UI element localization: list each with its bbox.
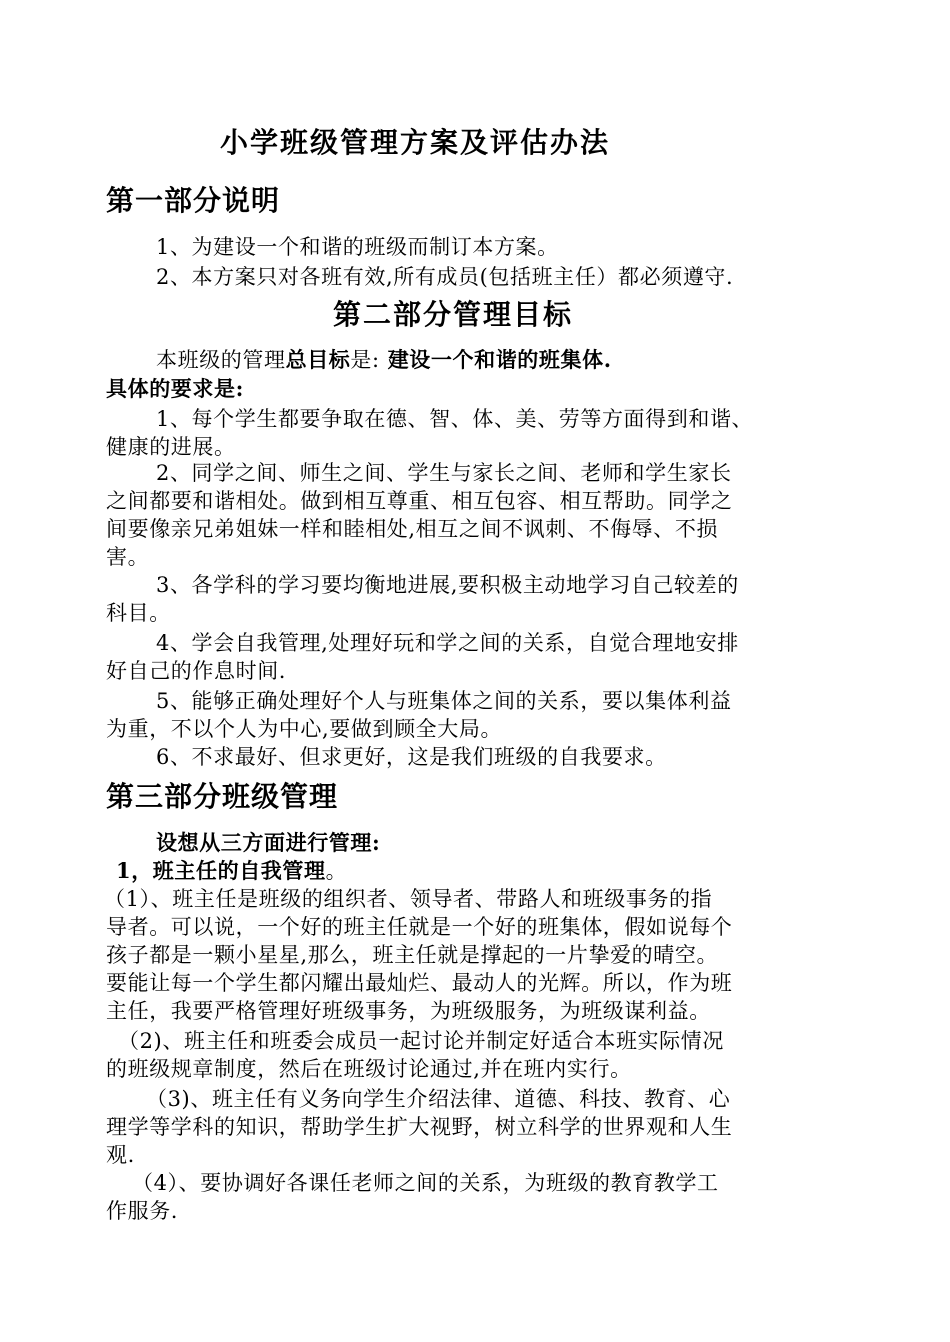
- paragraph-line: 孩子都是一颗小星星,那么，班主任就是撑起的一片挚爱的晴空。: [106, 943, 719, 967]
- part1-heading: 第一部分说明: [106, 184, 281, 217]
- paragraph-line: 导者。可以说，一个好的班主任就是一个好的班集体，假如说每个: [106, 915, 733, 939]
- paragraph-line: 理学等学科的知识，帮助学生扩大视野，树立科学的世界观和人生: [106, 1115, 733, 1139]
- goal-text: 建设一个和谐的班集体.: [387, 347, 612, 372]
- paragraph-line: （2)、班主任和班委会成员一起讨论并制定好适合本班实际情况: [118, 1029, 724, 1053]
- paragraph-line: 间要像亲兄弟姐妹一样和睦相处,相互之间不讽刺、不侮辱、不损: [106, 517, 719, 541]
- paragraph-line: 1、每个学生都要争取在德、智、体、美、劳等方面得到和谐、: [156, 407, 754, 431]
- paragraph-line: （1）、班主任是班级的组织者、领导者、带路人和班级事务的指: [104, 887, 713, 911]
- goal-label: 总目标: [285, 347, 351, 372]
- paragraph-line: 健康的进展。: [106, 435, 236, 459]
- paragraph-line: （3)、班主任有义务向学生介绍法律、道德、科技、教育、心: [146, 1087, 731, 1111]
- goal-prefix: 本班级的管理: [156, 348, 286, 372]
- goal-mid: 是:: [350, 348, 380, 372]
- subheading-1: 1，班主任的自我管理: [116, 858, 326, 883]
- paragraph-line: 好自己的作息时间.: [106, 659, 287, 683]
- document-title: 小学班级管理方案及评估办法: [220, 126, 611, 159]
- paragraph-line: 1、为建设一个和谐的班级而制订本方案。: [156, 235, 559, 259]
- paragraph-line: 2、同学之间、师生之间、学生与家长之间、老师和学生家长: [156, 461, 732, 485]
- goal-line: [156, 345, 612, 375]
- paragraph-line: 为重，不以个人为中心,要做到顾全大局。: [106, 717, 503, 741]
- part2-heading: 第二部分管理目标: [333, 298, 574, 331]
- part3-heading: 第三部分班级管理: [106, 780, 339, 813]
- part3-intro: 设想从三方面进行管理:: [156, 830, 381, 855]
- paragraph-line: 主任，我要严格管理好班级事务，为班级服务，为班级谋利益。: [106, 999, 711, 1023]
- paragraph-line: 6、不求最好、但求更好，这是我们班级的自我要求。: [156, 745, 667, 769]
- paragraph-line: 2、本方案只对各班有效,所有成员(包括班主任）都必须遵守.: [156, 265, 734, 289]
- subheading-1-end: 。: [325, 859, 348, 883]
- subheading-line: [116, 856, 347, 886]
- paragraph-line: （4）、要协调好各课任老师之间的关系，为班级的教育教学工: [132, 1171, 719, 1195]
- paragraph-line: 要能让每一个学生都闪耀出最灿烂、最动人的光辉。所以，作为班: [106, 971, 733, 995]
- paragraph-line: 作服务.: [106, 1199, 179, 1223]
- paragraph-line: 科目。: [106, 601, 171, 625]
- paragraph-line: 观.: [106, 1143, 135, 1167]
- paragraph-line: 3、各学科的学习要均衡地进展,要积极主动地学习自己较差的: [156, 573, 739, 597]
- paragraph-line: 4、学会自我管理,处理好玩和学之间的关系，自觉合理地安排: [156, 631, 739, 655]
- requirements-heading: 具体的要求是:: [106, 376, 244, 401]
- paragraph-line: 害。: [106, 545, 150, 569]
- paragraph-line: 之间都要和谐相处。做到相互尊重、相互包容、相互帮助。同学之: [106, 489, 733, 513]
- paragraph-line: 5、能够正确处理好个人与班集体之间的关系，要以集体利益: [156, 689, 732, 713]
- paragraph-line: 的班级规章制度，然后在班级讨论通过,并在班内实行。: [106, 1057, 632, 1081]
